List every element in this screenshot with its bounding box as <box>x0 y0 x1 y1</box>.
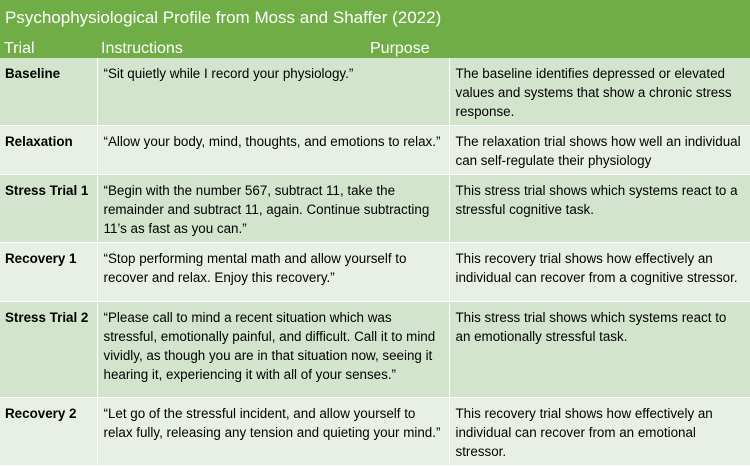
instructions-cell: “Stop performing mental math and allow yourself to recover and relax. Enjoy this recovery.” <box>97 243 449 302</box>
trial-cell: Stress Trial 2 <box>0 302 97 398</box>
trial-cell: Relaxation <box>0 126 97 175</box>
table-row <box>0 126 750 175</box>
instructions-cell: “Sit quietly while I record your physiology.” <box>97 58 449 126</box>
instructions-cell: “Please call to mind a recent situation which was stressful, emotionally painful, and difficult. Call it to mind vividly, as though you are in that situation now, seeing it hearing it, experiencing it with all of your senses.” <box>97 302 449 398</box>
instructions-cell: “Let go of the stressful incident, and allow yourself to relax fully, releasing any tension and quieting your mind.” <box>97 398 449 466</box>
purpose-cell: This recovery trial shows how effectively an individual can recover from an emotional stressor. <box>449 398 750 466</box>
header-trial: Trial <box>0 38 97 58</box>
table-row <box>0 58 750 126</box>
purpose-cell: The baseline identifies depressed or elevated values and systems that show a chronic stress response. <box>449 58 750 126</box>
table-row <box>0 175 750 243</box>
header-purpose-label: Purpose <box>370 40 430 57</box>
instructions-cell: “Allow your body, mind, thoughts, and emotions to relax.” <box>97 126 449 175</box>
table-row <box>0 398 750 466</box>
trial-cell: Stress Trial 1 <box>0 175 97 243</box>
header-row <box>0 38 750 58</box>
table-row <box>0 302 750 398</box>
table-title: Psychophysiological Profile from Moss and Shaffer (2022) <box>0 0 750 38</box>
trial-cell: Recovery 2 <box>0 398 97 466</box>
trial-cell: Baseline <box>0 58 97 126</box>
profile-table <box>0 38 750 466</box>
header-purpose <box>370 38 750 58</box>
header-instructions: Instructions <box>97 38 449 58</box>
purpose-cell: This recovery trial shows how effectively an individual can recover from a cognitive stressor. <box>449 243 750 302</box>
trial-cell: Recovery 1 <box>0 243 97 302</box>
instructions-cell: “Begin with the number 567, subtract 11, take the remainder and subtract 11, again. Continue subtracting 11’s as fast as you can.” <box>97 175 449 243</box>
purpose-cell: This stress trial shows which systems react to an emotionally stressful task. <box>449 302 750 398</box>
purpose-cell: This stress trial shows which systems react to a stressful cognitive task. <box>449 175 750 243</box>
purpose-cell: The relaxation trial shows how well an individual can self-regulate their physiology <box>449 126 750 175</box>
table-row <box>0 243 750 302</box>
